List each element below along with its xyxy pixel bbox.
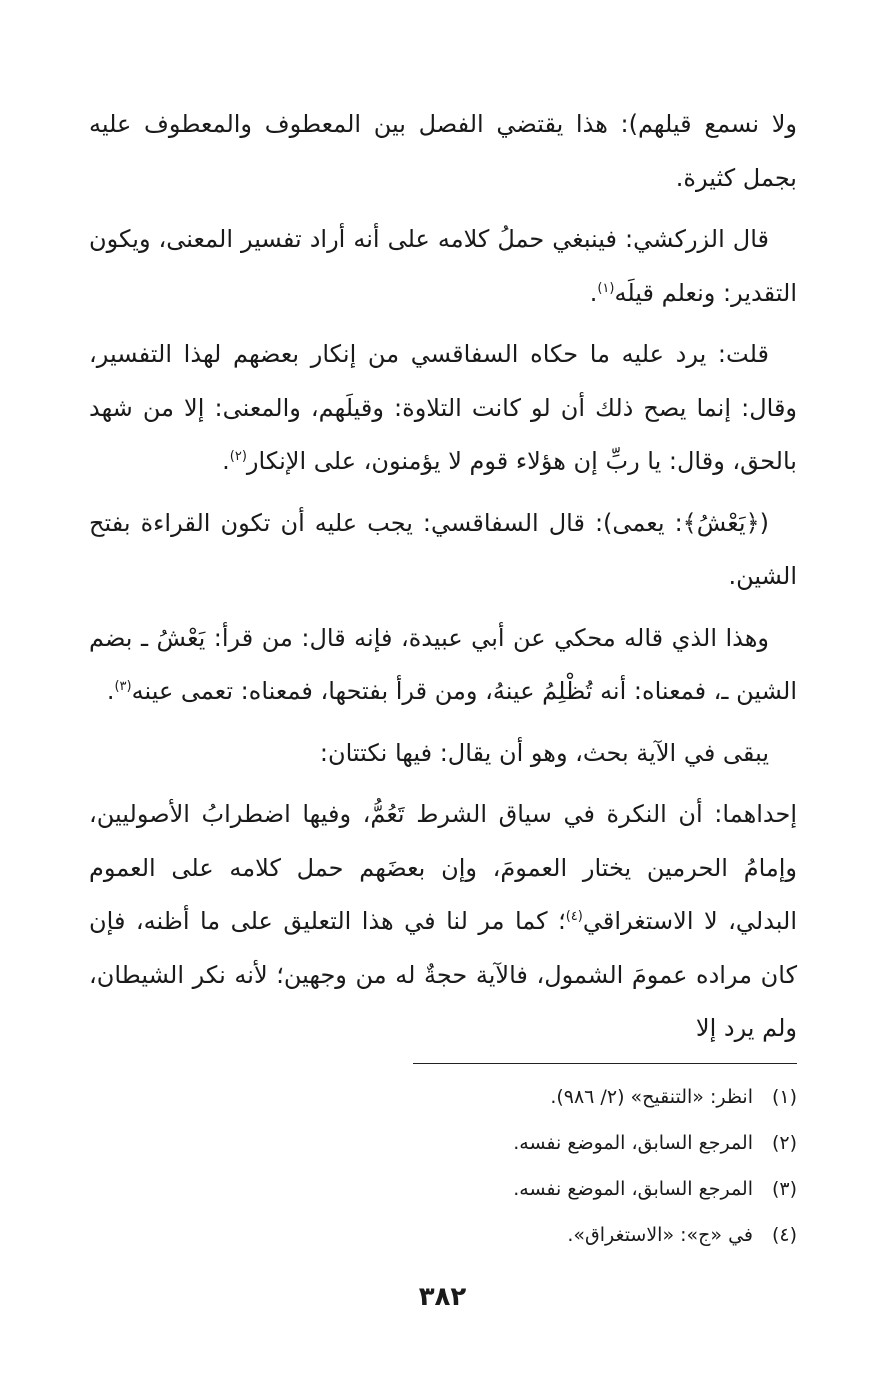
footnotes <box>89 1074 797 1258</box>
footnote-ref-4: (٤) <box>565 909 583 924</box>
footnote-ref-2: (٢) <box>229 449 247 464</box>
footnote-ref-1: (١) <box>597 280 615 296</box>
footnote-text: المرجع السابق، الموضع نفسه. <box>513 1178 753 1200</box>
main-text <box>89 98 797 1064</box>
paragraph-7: إحداهما: أن النكرة في سياق الشرط تَعُمُّ، وفيها اضطرابُ الأصوليين، وإمامُ الحرمين يختار العمومَ، وإن بعضَهم حمل كلامه على العموم البدلي، لا الاستغراقي$^{(٤)}$؛ كما مر لنا في هذا التعليق على ما أظنه، فإن كان مراده عمومَ الشمول، فالآية حجةٌ له من وجهين؛ لأنه نكر الشيطان، ولم يرد إلا <box>89 800 798 1042</box>
footnote-text: انظر: «التنقيح» (٢/ ٩٨٦). <box>550 1086 753 1108</box>
footnote-number: (٣) <box>771 1178 797 1200</box>
footnote-ref-3: (٣) <box>114 679 132 694</box>
paragraph-3: قلت: يرد عليه ما حكاه السفاقسي من إنكار بعضهم لهذا التفسير، وقال: إنما يصح ذلك أن لو كانت التلاوة: وقيلَهم، والمعنى: إلا من شهد بالحق، وقال: يا ربِّ إن هؤلاء قوم لا يؤمنون، على الإنكار$^{(٢)}$. <box>89 340 797 475</box>
footnote-separator <box>413 1063 797 1064</box>
footnote-number: (١) <box>771 1086 797 1108</box>
footnote-number: (٤) <box>771 1224 797 1246</box>
footnote-2 <box>89 1120 797 1166</box>
paragraph-2: قال الزركشي: فينبغي حملُ كلامه على أنه أراد تفسير المعنى، ويكون التقدير: ونعلم قيلَه$^{(١)}$. <box>89 225 797 307</box>
footnote-number: (٢) <box>771 1132 797 1154</box>
paragraph-6: يبقى في الآية بحث، وهو أن يقال: فيها نكتتان: <box>319 738 769 767</box>
footnote-4 <box>89 1212 797 1258</box>
footnote-3 <box>89 1166 797 1212</box>
page-number: ٣٨٢ <box>418 1282 467 1312</box>
footnote-1 <box>89 1074 797 1120</box>
footnote-text: المرجع السابق، الموضع نفسه. <box>513 1132 753 1154</box>
paragraph-1: ولا نسمع قيلهم): هذا يقتضي الفصل بين المعطوف والمعطوف عليه بجمل كثيرة. <box>89 110 797 192</box>
paragraph-5: وهذا الذي قاله محكي عن أبي عبيدة، فإنه قال: من قرأ: يَعْشُ ـ بضم الشين ـ، فمعناه: أنه تُظْلِمُ عينهُ، ومن قرأ بفتحها، فمعناه: تعمى عينه$^{(٣)}$. <box>89 623 797 705</box>
paragraph-4: (﴿يَعْشُ﴾: يعمى): قال السفاقسي: يجب عليه أن تكون القراءة بفتح الشين. <box>89 508 797 590</box>
footnote-text: في «ج»: «الاستغراق». <box>567 1224 753 1246</box>
